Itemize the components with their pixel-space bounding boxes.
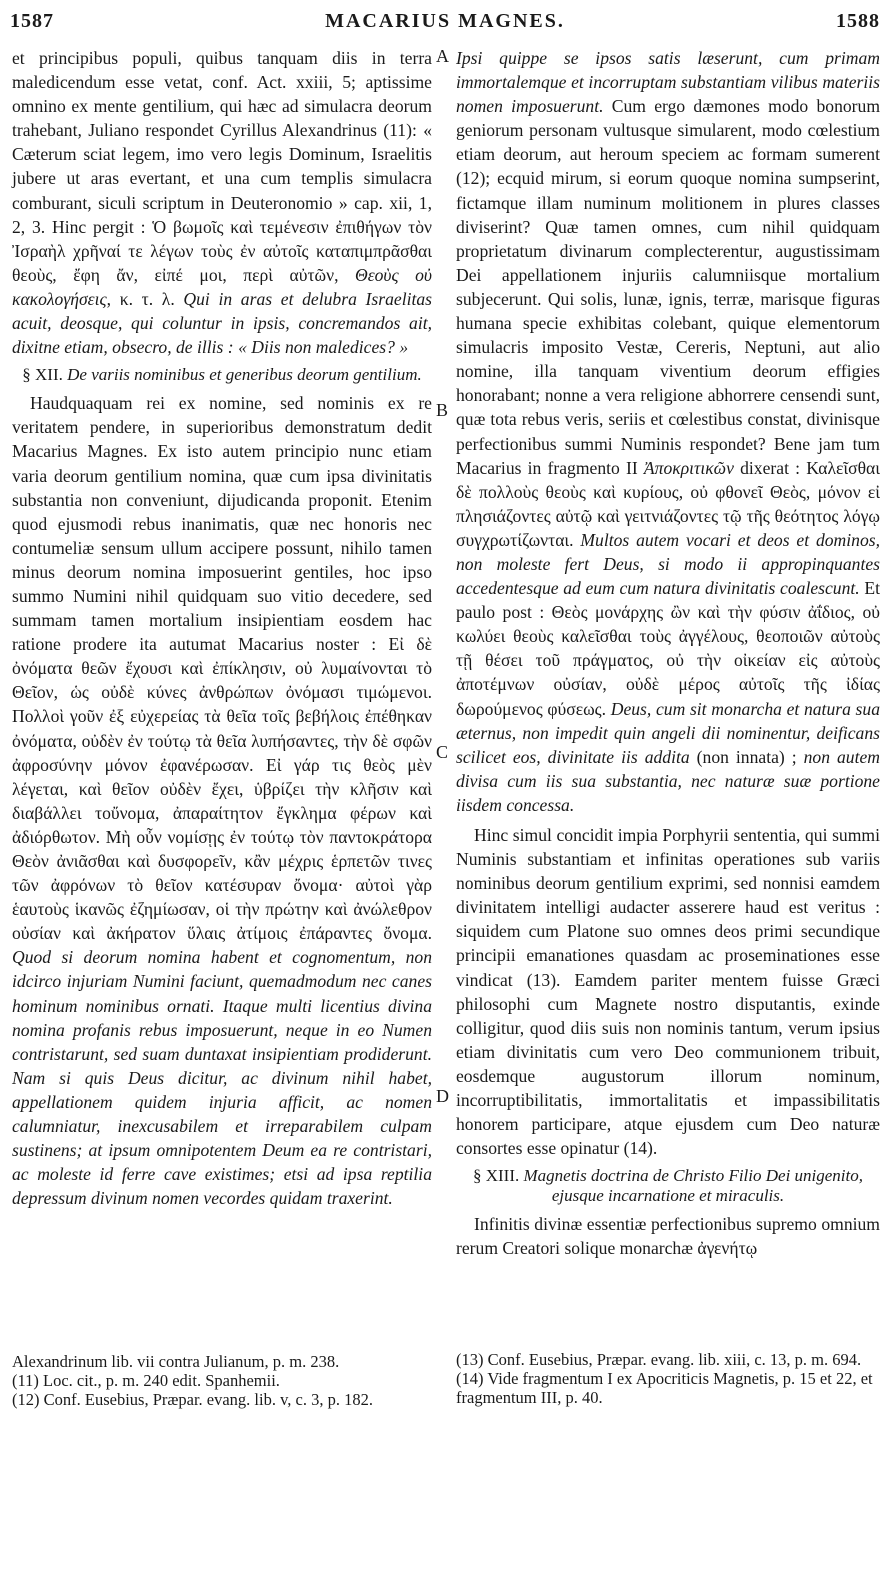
margin-marker-b: B	[436, 400, 449, 420]
section-number: § XIII.	[472, 1166, 524, 1186]
footnote: Alexandrinum lib. vii contra Julianum, p. m. 238.	[12, 1352, 340, 1371]
right-p1-text-d: Et paulo post : Θεὸς μονάρχης ὢν καὶ τὴν φύσιν ἀΐδιος, οὐ κωλύει θεοὺς καλεῖσθαι τοὺς ἀγγέλους, θεοποιῶν αὐτοὺς τῇ θέσει τοῦ πράγματος, οὐ τὴν οἰκείαν εἰς αὐτοὺς ἀποτέμνων οὐσίαν, οὐδὲ μέρος αὐτοῖς τῆς ἰδίας δωρούμενος φύσεως.	[456, 578, 880, 719]
left-p1-italic-1: Θεοὺς οὐ κακολογήσεις	[12, 264, 433, 309]
right-p1-text: Cum ergo dæmones modo bonorum geniorum personam vultusque simularent, modo cœlestium etiam deorum, aut heroum speciem ac formam sumerent (12); ecquid mirum, si eorum quoque nomina sumpserint, fictamque illam numinum molitionem in plures classes diviserint? Quæ tamen omnes, cum nihil quidquam proprietatum divinarum complecterentur, augustissimam Dei appellationem injuriis calumniisque mortalium subjecerunt. Qui solis, lunæ, ignis, terræ, marisque figuras humana specie exhibitas colebant, quique elementorum simulacris imposito Vestæ, Cereris, Neptuni, aut alio nomine, illa tanquam viventium deorum effigies honorabant; nonne a vera religione abhorrere censendi sunt, quæ tota rebus veris, seriis et cœlestibus constat, divinisque perfectionibus summi Numinis respondet? Bene jam tum Macarius in fragmento II	[456, 96, 880, 478]
footnote: (13) Conf. Eusebius, Præpar. evang. lib. xiii, c. 13, p. m. 694.	[456, 1350, 862, 1369]
left-column	[12, 46, 432, 1210]
margin-marker-c: C	[436, 742, 449, 762]
right-p1-text-e: (non innata) ;	[689, 746, 804, 767]
margin-marker-a: A	[436, 46, 449, 66]
left-p2-italic: Quod si deorum nomina habent et cognomentum, non idcirco injuriam Numini faciunt, quemadmodum nec canes hominum nominibus ornati. Itaque multi licentius divina nomina profanis rebus imposuerunt, neque in eo Numen contristarunt, sed suam duntaxat insipientiam prodiderunt. Nam si quis Deus dicitur, ac divinum nihil habet, appellationem quidem injuria afficit, ac nomen calumniatur, inexcusabilem et irreparabilem culpam sustinens; at ipsum omnipotentem Deum ea re contristari, ac moleste id ferre cave existimes; etsi ad ipsa reptilia depressum divinum nomen vecordes quidam traxerint.	[12, 947, 432, 1209]
right-p2-text: Hinc simul concidit impia Porphyrii sententia, qui summi Numinis substantiam et infinitas operationes sub variis nominibus deorum gentilium exprimi, sed nonnisi eamdem divinitatem intelligi audacter asserere haud est veritus : siquidem cum Platone suo omnes deos primi secundique principii emanationes quasdam ac proseminationes esse vindicat (13). Eamdem pariter mentem fuisse Græci philosophi cum Magnete nostro disputantis, exinde colligitur, quod diis suis non nominis tantum, verum ipsius etiam divinitatis cum vero Deo communionem tribuit, eosdemque augustorum illorum nominum, incorruptibilitatis, immortalitatis et impassibilitatis honorem participare, atque ejusdem cum Deo naturæ consortes esse opinatur (14).	[456, 825, 880, 1159]
footnotes-left	[12, 1352, 432, 1409]
footnotes-right	[456, 1350, 880, 1407]
right-p1-italic-3: Multos autem vocari et deos et dominos, non moleste fert Deus, si modo ii appropinquantes accedentesque ad eum cum natura divinitatis coalescunt.	[456, 529, 880, 599]
section-number: § XII.	[22, 365, 68, 385]
running-header	[10, 10, 880, 36]
right-paragraph-3	[456, 1212, 880, 1260]
margin-marker-d: D	[436, 1086, 449, 1106]
section-heading-13	[456, 1166, 880, 1206]
right-paragraph-2	[456, 823, 880, 1160]
right-column	[456, 46, 880, 1261]
section-title: Magnetis doctrina de Christo Filio Dei unigenito, ejusque incarnatione et miraculis.	[523, 1166, 864, 1206]
left-p2-text: Haudquaquam rei ex nomine, sed nominis ex re veritatem pendere, in superioribus demonstratum dedit Macarius Magnes. Ex isto autem principio nunc etiam varia deorum gentilium nomina, quæ cum ipsa divinitatis substantia non conveniunt, dijudicanda proponit. Etenim quod ejusmodi rebus inanimatis, quæ nec honoris nec contumeliæ sensum ullum accipere possunt, nihilo tamen minus deorum nomina imposuerint gentiles, hoc ipso summo Numini nihil quidquam suo vitio decedere, sed summam tamen mortalium insipientiam eosdem hac ratione prodere ita autumat Macarius noster : Εἰ δὲ ὀνόματα θεῶν ἔχουσι καὶ ἐπίκλησιν, οὐ λυμαίνονται τὸ Θεῖον, ὡς οὐδὲ κύνες ἀνθρώπων ὀνόμασι τιμώμενοι. Πολλοὶ γοῦν ἐξ εὐχερείας τὰ θεῖα τοῖς βεβήλοις ἐπέθηκαν ὀνόματα, οὐδὲν ἐν τούτῳ τὰ θεῖα λυπήσαντες, τὴν δὲ σφῶν ἀφροσύνην μόνον ἐφανέρωσαν. Εἰ γάρ τις θεὸς μὲν λέγεται, καὶ θεῖον οὐδὲν ἔχει, ὑβρίζει τὴν κλῆσιν καὶ διαβάλλει τοὔνομα, ἀπαραίτητον ἔγκλημα φέρων καὶ ἀδιόρθωτον. Μὴ οὖν νομίσῃς ἐν τούτῳ τὸν παντοκράτορα Θεὸν ἀνιᾶσθαι καὶ δυσφορεῖν, κἂν μέχρις ἑρπετῶν τινες τῶν ἀφρόνων τὸ θεῖον κατέσυραν ὄνομα· αὐτοὶ γὰρ ἑαυτοὺς ἱκανῶς ἐζημίωσαν, οἱ τὴν πρώτην καὶ ἀνώλεθρον οὐσίαν καὶ ἀκήρατον ὕλαις ἀτίμοις ἐπάραντες ὄνομα.	[12, 393, 432, 944]
left-paragraph-2	[12, 391, 432, 1210]
left-p1-italic-2: Qui in aras et delubra Israelitas acuit, deosque, qui coluntur in ipsis, concremandos ait, dixitne etiam, obsecro, de illis : « Diis non maledices? »	[12, 288, 433, 358]
section-heading-12	[12, 365, 432, 385]
left-paragraph-1	[12, 46, 432, 359]
right-p1-italic-4: Deus, cum sit monarcha et natura sua æternus, non impedit quin angeli dii nominentur, deificans scilicet eos, divinitate iis addita	[456, 698, 880, 767]
page-number-right: 1588	[836, 10, 880, 32]
page-number-left: 1587	[10, 10, 54, 32]
running-title: MACARIUS MAGNES.	[325, 10, 565, 32]
footnote: (12) Conf. Eusebius, Præpar. evang. lib. v, c. 3, p. 182.	[12, 1390, 373, 1409]
right-p1-italic-2: Ἀποκριτικῶν	[643, 457, 734, 478]
right-p1-italic-5: non autem divisa cum iis sua substantia, nec naturæ suæ portione iisdem concessa.	[456, 746, 881, 815]
right-p1-italic-1: Ipsi quippe se ipsos satis læserunt, cum primam immortalemque et incorruptam substantiam vilibus materiis nomen imposuerunt.	[456, 48, 880, 117]
right-p3-text: Infinitis divinæ essentiæ perfectionibus supremo omnium rerum Creatori solique monarchæ ἀγενήτῳ	[456, 1214, 880, 1259]
right-p1-text-c: dixerat : Καλεῖσθαι δὲ πολλοὺς θεοὺς καὶ κυρίους, οὐ φθονεῖ Θεὸς, μόνον εἰ πλησιάζοντες αὐτῷ καὶ γειτνιάζοντες τῷ τῆς θεότητος λόγῳ συγχρωτίζωνται.	[456, 457, 881, 550]
footnote: (14) Vide fragmentum I ex Apocriticis Magnetis, p. 15 et 22, et fragmentum III, p. 40.	[456, 1369, 873, 1407]
left-p1-text: et principibus populi, quibus tanquam diis in terra maledicendum esse vetat, conf. Act. xxiii, 5; aptissime omnino ex mente gentilium, qui hæc ad simulacra deorum trahebant, Juliano respondet Cyrillus Alexandrinus (11): « Cæterum sciat legem, imo vero legis Dominum, Israelitis jubere ut aras evertant, et una cum templis simulacra comburant, siculi scriptum in Deuteronomio » cap. xii, 1, 2, 3. Hinc pergit : Ὁ βωμοῖς καὶ τεμένεσιν ἐπιθήγων τὸν Ἰσραὴλ χρῆναί τε λέγων τοὺς ἐν αὐτοῖς καταπιμπρᾶσθαι θεοὺς, ἔφη ἄν, εἰπέ μοι, περὶ αὐτῶν,	[12, 48, 432, 285]
right-paragraph-1	[456, 46, 880, 817]
left-p1-text-b: , κ. τ. λ.	[106, 288, 184, 309]
section-title: De variis nominibus et generibus deorum gentilium.	[67, 365, 422, 385]
footnote: (11) Loc. cit., p. m. 240 edit. Spanhemii.	[12, 1371, 280, 1390]
